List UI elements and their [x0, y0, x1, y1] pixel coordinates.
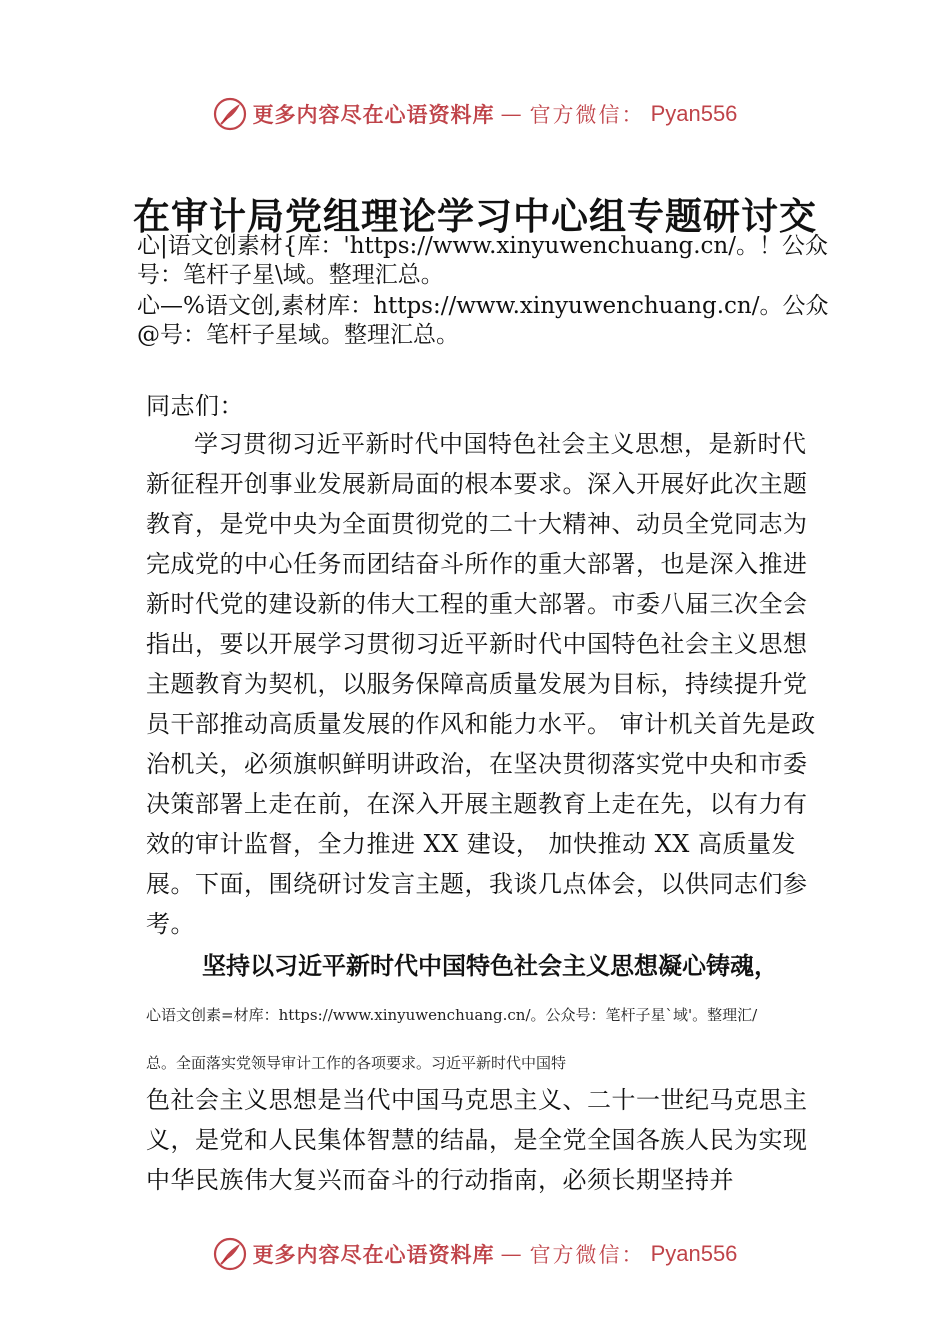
document-title: 在审计局党组理论学习中心组专题研讨交	[133, 194, 817, 238]
banner-wechat-label: 官方微信：	[529, 1243, 645, 1267]
watermark-small-line-2: 总。全面落实党领导审计工作的各项要求。习近平新时代中国特	[146, 1054, 567, 1072]
watermark-line-1: 心|语文创素材{库：'https://www.xinyuwenchuang.cn/。！公众号：笔杆子星\域。整理汇总。	[137, 233, 828, 288]
footer-banner	[0, 1232, 950, 1276]
feather-pen-logo-icon	[213, 97, 247, 131]
banner-wechat-id: Pyan556	[650, 101, 738, 126]
feather-pen-logo-icon	[213, 1237, 247, 1271]
paragraph-1: 学习贯彻习近平新时代中国特色社会主义思想，是新时代新征程开创事业发展新局面的根本要求。深入开展好此次主题教育，是党中央为全面贯彻党的二十大精神、动员全党同志为完成党的中心任务而团结奋斗所作的重大部署，也是深入推进新时代党的建设新的伟大工程的重大部署。市委八届三次全会指出，要以开展学习贯彻习近平新时代中国特色社会主义思想主题教育为契机，以服务保障高质量发展为目标，持续提升党员干部推动高质量发展的作风和能力水平。 审计机关首先是政治机关，必须旗帜鲜明讲政治，在坚决贯彻落实党中央和市委决策部署上走在前，在深入开展主题教育上走在先，以有力有效的审计监督，全力推进 XX 建设， 加快推动 XX 高质量发展。下面，围绕研讨发言主题，我谈几点体会，以供同志们参考。	[146, 430, 816, 938]
watermark-small-line-1: 心语文创素=材库：https://www.xinyuwenchuang.cn/。公众号：笔杆子星`域'。整理汇/	[146, 1006, 758, 1024]
greeting: 同志们：	[146, 392, 244, 420]
banner-text: 更多内容尽在心语资料库	[252, 1242, 495, 1267]
watermark-line-2: 心—%语文创,素材库：https://www.xinyuwenchuang.cn/。公众@号：笔杆子星域。整理汇总。	[137, 293, 829, 348]
paragraph-2: 色社会主义思想是当代中国马克思主义、二十一世纪马克思主义，是党和人民集体智慧的结晶，是全党全国各族人民为实现中华民族伟大复兴而奋斗的行动指南，必须长期坚持并	[146, 1086, 808, 1194]
banner-wechat-label: 官方微信：	[529, 103, 645, 127]
banner-dash: —	[500, 1242, 524, 1266]
banner-text: 更多内容尽在心语资料库	[252, 102, 495, 127]
header-banner	[0, 92, 950, 136]
banner-wechat-id: Pyan556	[650, 1241, 738, 1266]
banner-dash: —	[500, 102, 524, 126]
section-heading: 坚持以习近平新时代中国特色社会主义思想凝心铸魂，	[202, 952, 778, 980]
